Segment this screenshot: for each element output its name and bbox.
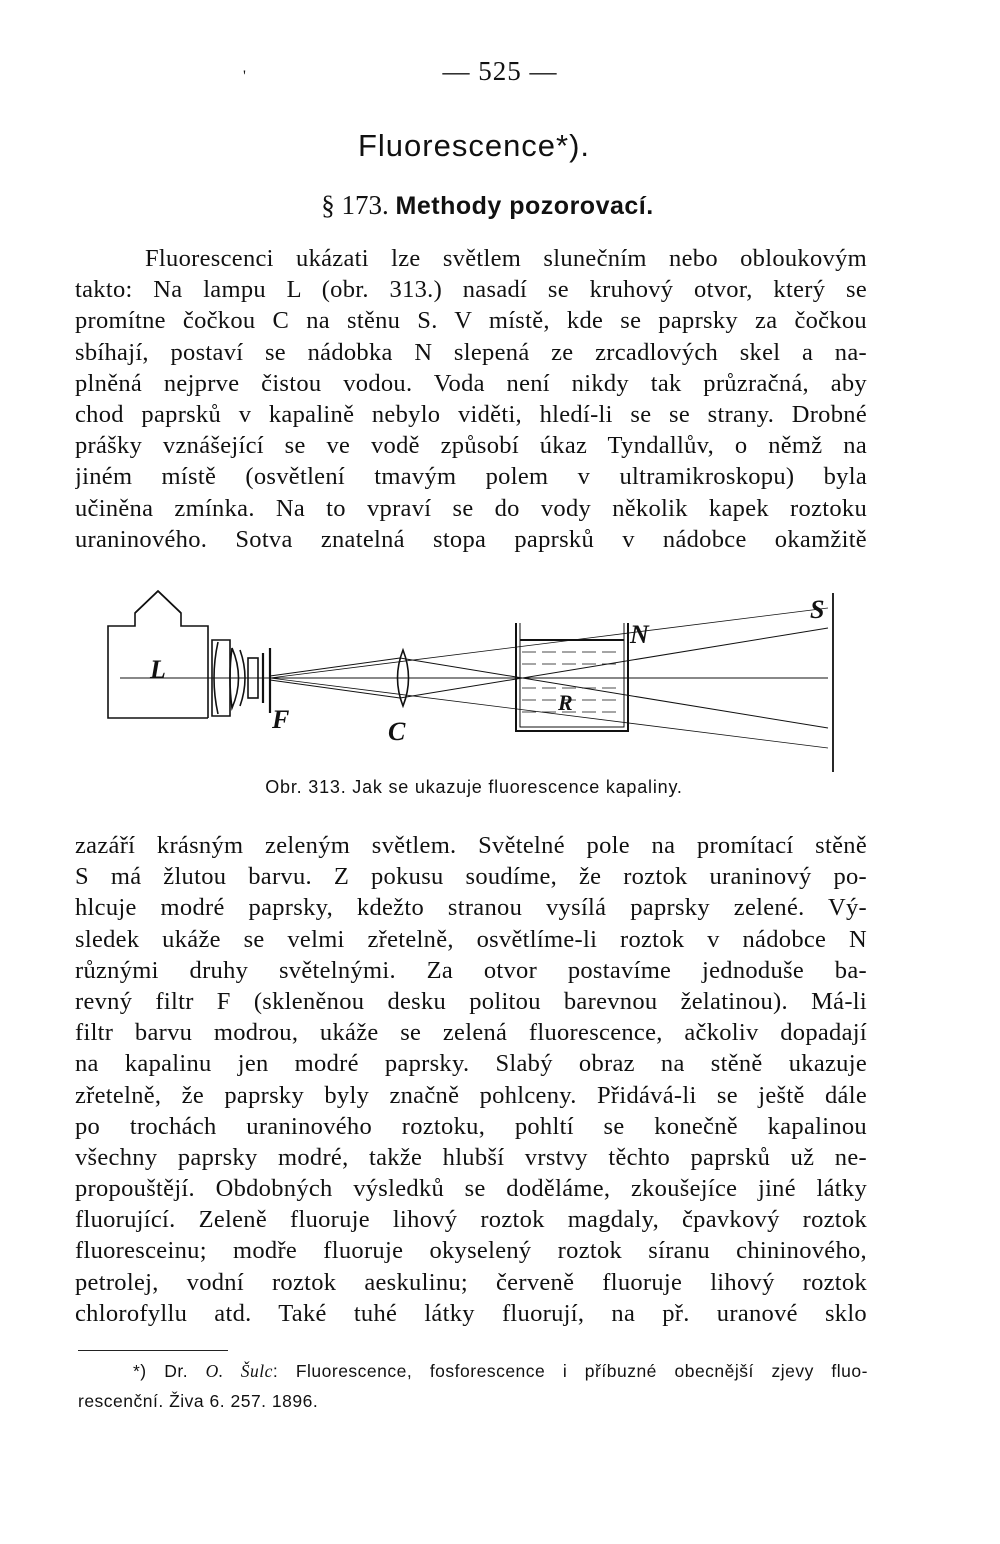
label-region: R [558, 690, 573, 715]
text-line: promítne čočkou C na stěnu S. V místě, kde se paprsky za čočkou [75, 307, 867, 335]
footnote [78, 1356, 868, 1416]
section-number: § 173. [321, 190, 389, 220]
figure-caption: Obr. 313. Jak se ukazuje fluorescence kapaliny. [265, 777, 683, 797]
paragraph-1 [75, 243, 867, 555]
text-line: hlcuje modré paprsky, kdežto stranou vysílá paprsky zelené. Vý- [75, 894, 867, 922]
text-line: chlorofyllu atd. Také tuhé látky fluorují, na př. uranové sklo [75, 1299, 867, 1327]
optical-diagram [100, 588, 880, 778]
page-number: — 525 — [442, 56, 558, 86]
text-line: takto: Na lampu L (obr. 313.) nasadí se kruhový otvor, který se [75, 276, 867, 304]
chapter-title: Fluorescence*). [357, 128, 591, 163]
margin-mark: ' [243, 68, 246, 85]
footnote-text: : Fluorescence, fosforescence i příbuzné obecnější zjevy fluo- [272, 1361, 868, 1381]
text-line: sbíhají, postaví se nádobka N slepená ze zrcadlových skel a na- [75, 338, 867, 366]
text-line: propouštějí. Obdobných výsledků se doděláme, zkoušejíce jiné látky [75, 1175, 867, 1203]
footnote-line [78, 1356, 868, 1386]
text-line: petrolej, vodní roztok aeskulinu; červeně fluoruje lihový roztok [75, 1268, 867, 1296]
text-line: fluoresceinu; modře fluoruje okyselený roztok síranu chininového, [75, 1237, 867, 1265]
footnote-marker: *) Dr. [133, 1361, 189, 1381]
text-line: po trochách uraninového roztoku, pohltí se konečně kapalinou [75, 1112, 867, 1140]
text-line: filtr barvu modrou, ukáže se zelená fluorescence, ačkoliv dopadají [75, 1019, 867, 1047]
text-line: sledek ukáže se velmi zřetelně, osvětlíme-li roztok v nádobce N [75, 925, 867, 953]
label-filter: F [272, 705, 290, 734]
text-line: všechny paprsky modré, takže hlubší vrstvy těchto paprsků už ne- [75, 1143, 867, 1171]
text-line: zřetelně, že paprsky byly značně pohlceny. Přidává-li se ještě dále [75, 1081, 867, 1109]
text-line: plněná nejprve čistou vodou. Voda není nikdy tak průzračná, aby [75, 369, 867, 397]
section-heading [0, 190, 975, 221]
footnote-rule [78, 1350, 228, 1351]
paragraph-2 [75, 830, 867, 1329]
label-vessel: N [630, 620, 649, 649]
text-line: učiněna zmínka. Na to vpraví se do vody několik kapek roztoku [75, 494, 867, 522]
section-name: Methody pozorovací. [395, 192, 654, 220]
text-line: fluorující. Zeleně fluoruje lihový roztok magdaly, čpavkový roztok [75, 1206, 867, 1234]
label-lamp: L [150, 655, 166, 684]
text-line: chod paprsků v kapalině nebylo viděti, hledí-li se se strany. Drobné [75, 400, 867, 428]
text-line: revný filtr F (skleněnou desku politou barevnou želatinou). Má-li [75, 987, 867, 1015]
text-line: zazáří krásným zeleným světlem. Světelné pole na promítací stěně [75, 832, 867, 859]
text-line: uraninového. Sotva znatelná stopa paprsků v nádobce okamžitě [75, 525, 867, 553]
lamp-chimney [135, 591, 181, 613]
label-lens: C [388, 717, 406, 746]
figure-fluorescence-setup [100, 588, 880, 778]
text-line: na kapalinu jen modré paprsky. Slabý obraz na stěně ukazuje [75, 1050, 867, 1078]
text-line: různými druhy světelnými. Za otvor postavíme jednoduše ba- [75, 956, 867, 984]
text-line: Fluorescenci ukázati lze světlem slunečním nebo obloukovým [145, 245, 867, 272]
text-line: prášky vznášející se ve vodě způsobí úkaz Tyndallův, o němž na [75, 432, 867, 460]
label-screen: S [810, 595, 825, 624]
text-line: S má žlutou barvu. Z pokusu soudíme, že roztok uraninový po- [75, 863, 867, 891]
footnote-author: O. Šulc [205, 1361, 273, 1381]
text-line: jiném místě (osvětlení tmavým polem v ultramikroskopu) byla [75, 463, 867, 491]
footnote-line: rescenční. Živa 6. 257. 1896. [78, 1391, 319, 1411]
